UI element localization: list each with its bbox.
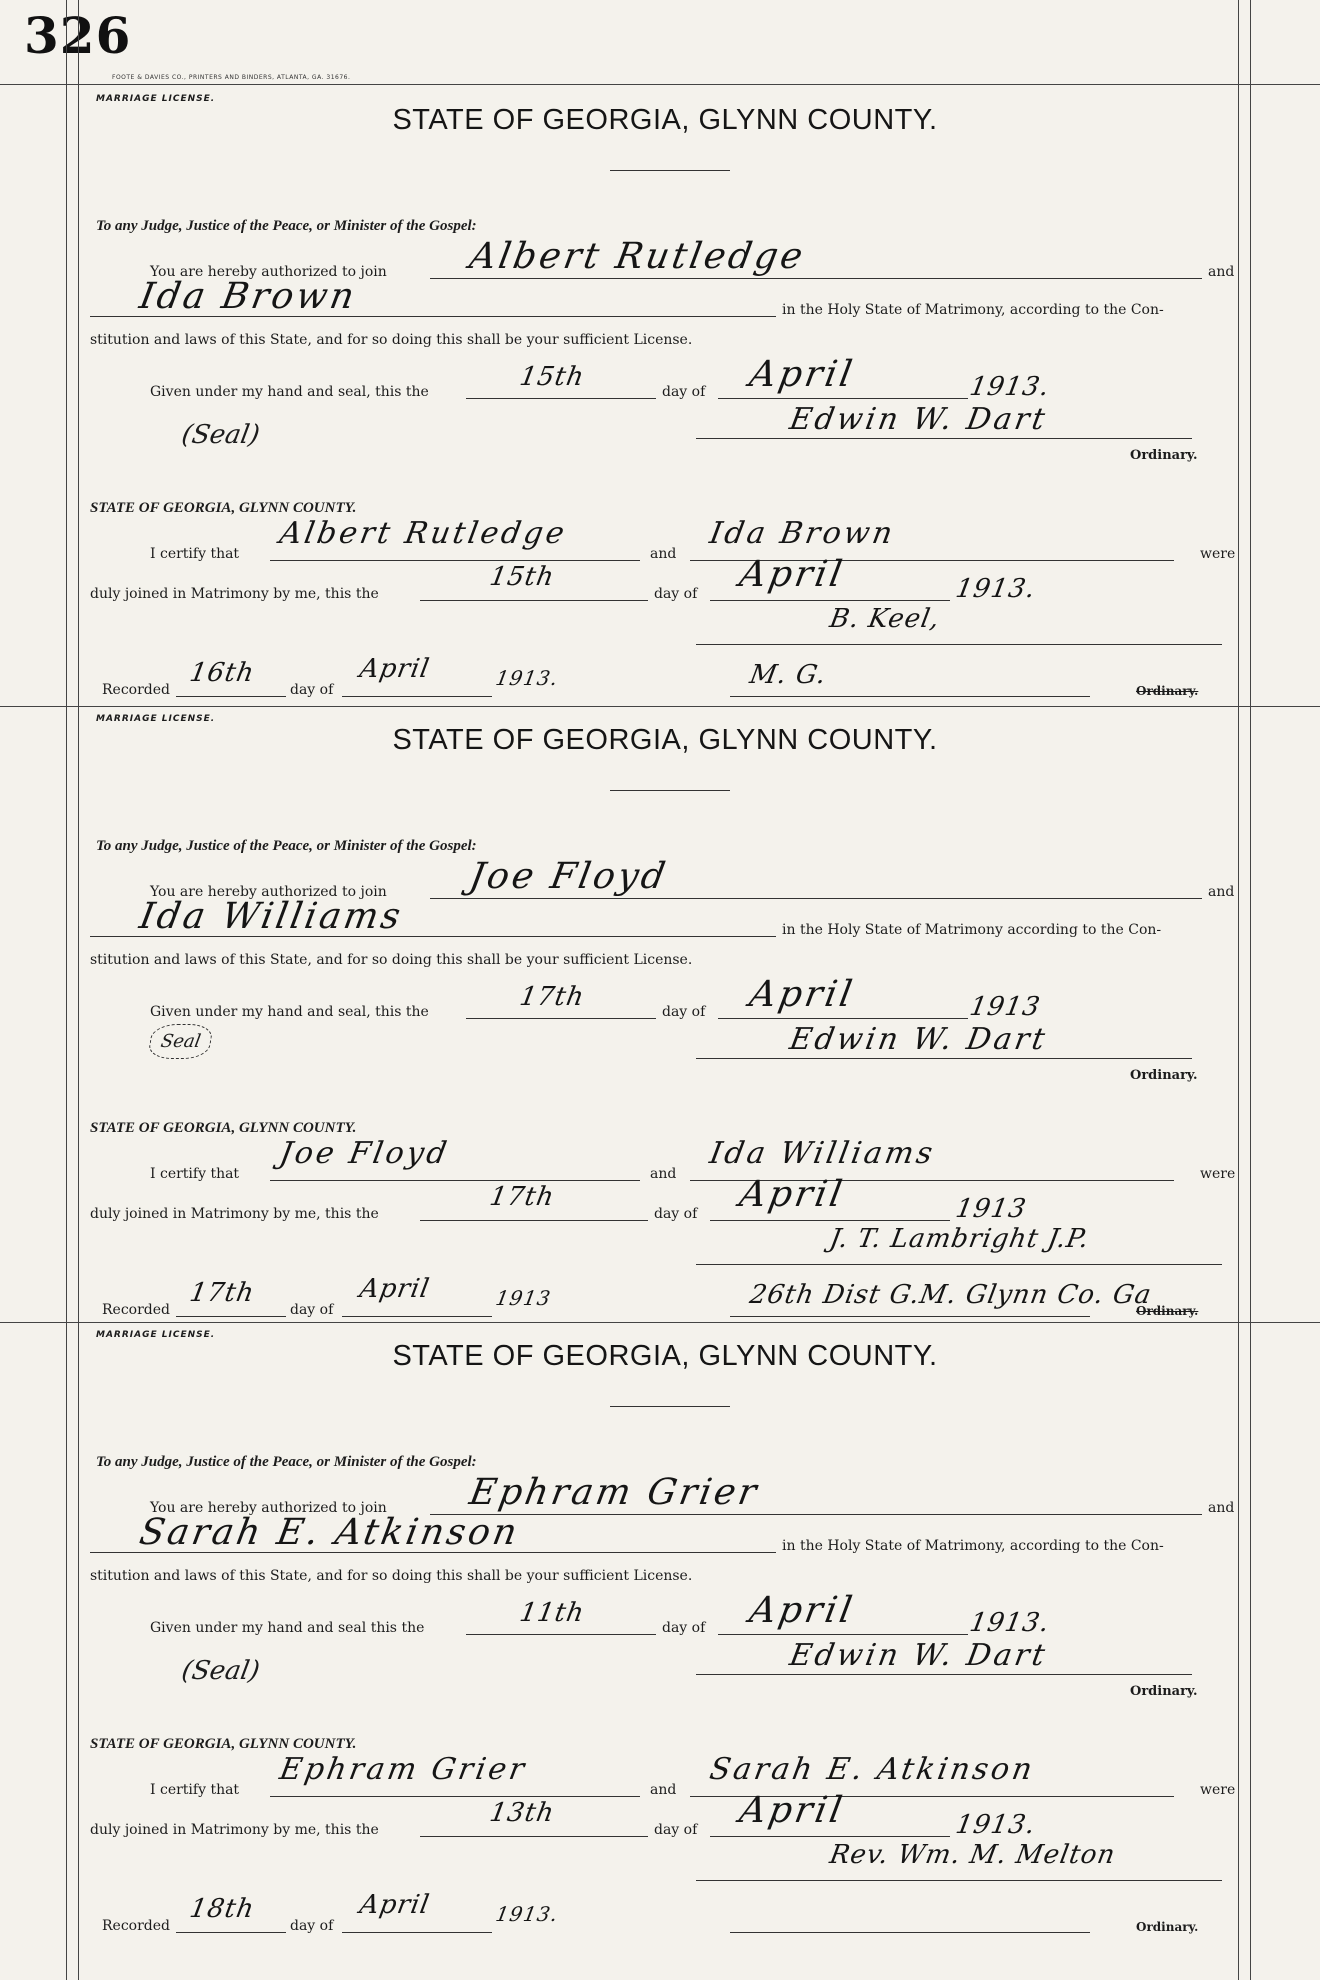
ordinary-label: Ordinary. bbox=[1130, 1068, 1198, 1083]
cert-month-line bbox=[710, 1220, 950, 1221]
duly-text: duly joined in Matrimony by me, this the bbox=[90, 1206, 379, 1222]
left-margin-rule-inner bbox=[78, 0, 79, 1980]
rec-ordinary-label: Ordinary. bbox=[1136, 1920, 1199, 1934]
authorized-text: You are hereby authorized to join bbox=[150, 884, 387, 900]
ordinary-signature: Edwin W. Dart bbox=[786, 1022, 1051, 1057]
officiant-signature: B. Keel, bbox=[827, 604, 943, 634]
cert-groom: Ephram Grier bbox=[276, 1752, 530, 1787]
officiant-signature: Rev. Wm. M. Melton bbox=[827, 1840, 1118, 1870]
given-year: 1913 bbox=[967, 992, 1043, 1022]
license-label: MARRIAGE LICENSE. bbox=[96, 1330, 216, 1340]
rec-month-line bbox=[342, 1932, 492, 1933]
rec-month: April bbox=[357, 1274, 433, 1304]
printer-line: FOOTE & DAVIES CO., PRINTERS AND BINDERS, ATLANTA, GA. 31676. bbox=[112, 74, 351, 81]
seal: Seal bbox=[147, 1024, 215, 1059]
cert-year: 1913 bbox=[953, 1194, 1029, 1224]
address-line: To any Judge, Justice of the Peace, or Minister of the Gospel: bbox=[96, 218, 477, 234]
given-year: 1913. bbox=[967, 1608, 1053, 1638]
officiant-line bbox=[696, 644, 1222, 645]
given-text: Given under my hand and seal this the bbox=[150, 1620, 425, 1636]
cert-groom-line bbox=[270, 560, 640, 561]
given-day: 15th bbox=[517, 362, 587, 392]
cert-day-line bbox=[420, 600, 648, 601]
cert-month: April bbox=[736, 1790, 848, 1831]
address-line: To any Judge, Justice of the Peace, or Minister of the Gospel: bbox=[96, 838, 477, 854]
heading-rule bbox=[610, 170, 730, 171]
day-line bbox=[466, 1018, 656, 1019]
bride-name: Ida Brown bbox=[136, 276, 361, 317]
ordinary-signature-line bbox=[696, 1058, 1192, 1059]
cert-and-text: and bbox=[650, 1166, 677, 1182]
cert-day-of-text: day of bbox=[654, 1822, 698, 1838]
cert-day: 15th bbox=[487, 562, 557, 592]
given-month: April bbox=[746, 354, 858, 395]
cert-day-line bbox=[420, 1220, 648, 1221]
day-of-text: day of bbox=[662, 1620, 706, 1636]
cert-groom: Albert Rutledge bbox=[276, 516, 570, 551]
were-text: were bbox=[1200, 1166, 1236, 1182]
license-heading: STATE OF GEORGIA, GLYNN COUNTY. bbox=[392, 724, 938, 756]
holy-state-text: in the Holy State of Matrimony according to the Con- bbox=[782, 922, 1162, 938]
officiant-title: 26th Dist G.M. Glynn Co. Ga bbox=[747, 1280, 1155, 1310]
authorized-text: You are hereby authorized to join bbox=[150, 264, 387, 280]
heading-rule bbox=[610, 1406, 730, 1407]
cert-bride: Sarah E. Atkinson bbox=[706, 1752, 1038, 1787]
address-line: To any Judge, Justice of the Peace, or Minister of the Gospel: bbox=[96, 1454, 477, 1470]
rec-ordinary-label: Ordinary. bbox=[1136, 684, 1199, 698]
bride-name: Sarah E. Atkinson bbox=[136, 1512, 523, 1553]
cert-day-of-text: day of bbox=[654, 586, 698, 602]
cert-month-line bbox=[710, 600, 950, 601]
cert-groom: Joe Floyd bbox=[276, 1136, 453, 1171]
certificate-heading: STATE OF GEORGIA, GLYNN COUNTY. bbox=[90, 1120, 357, 1136]
groom-name: Albert Rutledge bbox=[466, 236, 809, 277]
given-day: 17th bbox=[517, 982, 587, 1012]
given-year: 1913. bbox=[967, 372, 1053, 402]
seal: (Seal) bbox=[179, 420, 262, 450]
marriage-license bbox=[90, 712, 1240, 1327]
cert-month: April bbox=[736, 554, 848, 595]
rec-year: 1913 bbox=[493, 1286, 554, 1310]
groom-name: Joe Floyd bbox=[466, 856, 672, 897]
recorded-text: Recorded bbox=[102, 682, 170, 698]
rec-day-line bbox=[176, 1932, 286, 1933]
cert-day-line bbox=[420, 1836, 648, 1837]
license-label: MARRIAGE LICENSE. bbox=[96, 94, 216, 104]
given-day: 11th bbox=[517, 1598, 587, 1628]
month-line bbox=[718, 1634, 968, 1635]
holy-state-text: in the Holy State of Matrimony, according to the Con- bbox=[782, 302, 1164, 318]
recorded-text: Recorded bbox=[102, 1302, 170, 1318]
were-text: were bbox=[1200, 546, 1236, 562]
day-of-text: day of bbox=[662, 1004, 706, 1020]
rec-day: 17th bbox=[187, 1278, 257, 1308]
certify-text: I certify that bbox=[150, 546, 240, 562]
ordinary-label: Ordinary. bbox=[1130, 1684, 1198, 1699]
cert-and-text: and bbox=[650, 546, 677, 562]
cert-day: 17th bbox=[487, 1182, 557, 1212]
ordinary-signature: Edwin W. Dart bbox=[786, 1638, 1051, 1673]
rec-day-line bbox=[176, 1316, 286, 1317]
marriage-license bbox=[90, 1328, 1240, 1943]
rec-day-of-text: day of bbox=[290, 1302, 334, 1318]
bride-name: Ida Williams bbox=[136, 896, 407, 937]
day-line bbox=[466, 398, 656, 399]
cert-year: 1913. bbox=[953, 574, 1039, 604]
rec-day: 18th bbox=[187, 1894, 257, 1924]
groom-line bbox=[430, 278, 1202, 279]
cert-bride: Ida Brown bbox=[706, 516, 899, 551]
constitution-text: stitution and laws of this State, and for so doing this shall be your sufficient License. bbox=[90, 332, 693, 348]
rec-ordinary-label: Ordinary. bbox=[1136, 1304, 1199, 1318]
cert-groom-line bbox=[270, 1180, 640, 1181]
right-margin-rule bbox=[1250, 0, 1251, 1980]
marriage-license bbox=[90, 92, 1240, 707]
certificate-heading: STATE OF GEORGIA, GLYNN COUNTY. bbox=[90, 500, 357, 516]
officiant-title-line bbox=[730, 1932, 1090, 1933]
ordinary-signature-line bbox=[696, 1674, 1192, 1675]
given-month: April bbox=[746, 974, 858, 1015]
top-rule bbox=[0, 84, 1320, 85]
rec-year: 1913. bbox=[493, 666, 561, 690]
license-heading: STATE OF GEORGIA, GLYNN COUNTY. bbox=[392, 1340, 938, 1372]
rec-day-of-text: day of bbox=[290, 1918, 334, 1934]
rec-month-line bbox=[342, 696, 492, 697]
were-text: were bbox=[1200, 1782, 1236, 1798]
officiant-line bbox=[696, 1264, 1222, 1265]
recorded-text: Recorded bbox=[102, 1918, 170, 1934]
given-month: April bbox=[746, 1590, 858, 1631]
given-text: Given under my hand and seal, this the bbox=[150, 384, 429, 400]
rec-month: April bbox=[357, 654, 433, 684]
constitution-text: stitution and laws of this State, and for so doing this shall be your sufficient License. bbox=[90, 1568, 693, 1584]
rec-year: 1913. bbox=[493, 1902, 561, 1926]
day-line bbox=[466, 1634, 656, 1635]
officiant-title-line bbox=[730, 696, 1090, 697]
duly-text: duly joined in Matrimony by me, this the bbox=[90, 586, 379, 602]
officiant-line bbox=[696, 1880, 1222, 1881]
groom-line bbox=[430, 1514, 1202, 1515]
authorized-text: You are hereby authorized to join bbox=[150, 1500, 387, 1516]
month-line bbox=[718, 1018, 968, 1019]
officiant-title: M. G. bbox=[747, 660, 829, 690]
cert-month-line bbox=[710, 1836, 950, 1837]
day-of-text: day of bbox=[662, 384, 706, 400]
cert-and-text: and bbox=[650, 1782, 677, 1798]
left-margin-rule bbox=[66, 0, 67, 1980]
rec-month: April bbox=[357, 1890, 433, 1920]
rec-day-line bbox=[176, 696, 286, 697]
license-heading: STATE OF GEORGIA, GLYNN COUNTY. bbox=[392, 104, 938, 136]
heading-rule bbox=[610, 790, 730, 791]
month-line bbox=[718, 398, 968, 399]
page-number: 326 bbox=[24, 6, 132, 65]
and-text: and bbox=[1208, 884, 1235, 900]
certify-text: I certify that bbox=[150, 1782, 240, 1798]
rec-month-line bbox=[342, 1316, 492, 1317]
ordinary-label: Ordinary. bbox=[1130, 448, 1198, 463]
and-text: and bbox=[1208, 264, 1235, 280]
given-text: Given under my hand and seal, this the bbox=[150, 1004, 429, 1020]
officiant-signature: J. T. Lambright J.P. bbox=[827, 1224, 1092, 1254]
cert-month: April bbox=[736, 1174, 848, 1215]
ordinary-signature-line bbox=[696, 438, 1192, 439]
groom-line bbox=[430, 898, 1202, 899]
groom-name: Ephram Grier bbox=[466, 1472, 763, 1513]
certificate-heading: STATE OF GEORGIA, GLYNN COUNTY. bbox=[90, 1736, 357, 1752]
and-text: and bbox=[1208, 1500, 1235, 1516]
holy-state-text: in the Holy State of Matrimony, according to the Con- bbox=[782, 1538, 1164, 1554]
constitution-text: stitution and laws of this State, and for so doing this shall be your sufficient License. bbox=[90, 952, 693, 968]
cert-day-of-text: day of bbox=[654, 1206, 698, 1222]
cert-year: 1913. bbox=[953, 1810, 1039, 1840]
certify-text: I certify that bbox=[150, 1166, 240, 1182]
cert-bride: Ida Williams bbox=[706, 1136, 938, 1171]
rec-day-of-text: day of bbox=[290, 682, 334, 698]
officiant-title-line bbox=[730, 1316, 1090, 1317]
duly-text: duly joined in Matrimony by me, this the bbox=[90, 1822, 379, 1838]
cert-groom-line bbox=[270, 1796, 640, 1797]
seal: (Seal) bbox=[179, 1656, 262, 1686]
cert-day: 13th bbox=[487, 1798, 557, 1828]
rec-day: 16th bbox=[187, 658, 257, 688]
license-label: MARRIAGE LICENSE. bbox=[96, 714, 216, 724]
ordinary-signature: Edwin W. Dart bbox=[786, 402, 1051, 437]
